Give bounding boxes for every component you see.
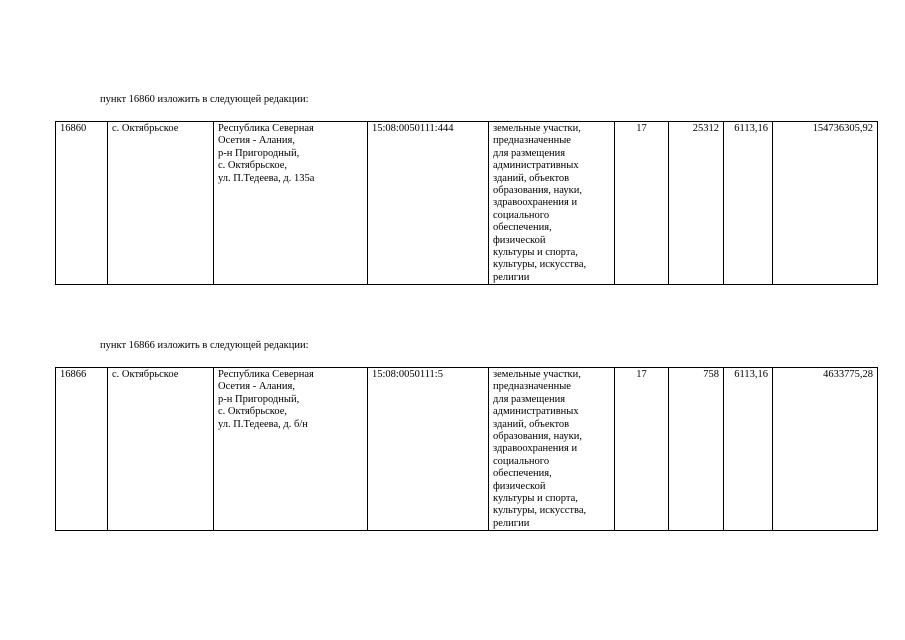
record-number: 16866: [56, 368, 108, 531]
cadastral-value: 154736305,92: [773, 122, 878, 285]
address: Республика Северная Осетия - Алания, р-н Пригородный, с. Октябрьское, ул. П.Тедеева, д. 135а: [214, 122, 368, 285]
record-number: 16860: [56, 122, 108, 285]
land-area: 25312: [669, 122, 724, 285]
registry-table-16866: [55, 367, 878, 531]
locality: с. Октябрьское: [108, 368, 214, 531]
group-number: 17: [615, 122, 669, 285]
cadastral-number: 15:08:0050111:444: [368, 122, 489, 285]
amendment-intro-16860: пункт 16860 изложить в следующей редакции:: [100, 94, 309, 105]
specific-value: 6113,16: [724, 122, 773, 285]
address: Республика Северная Осетия - Алания, р-н Пригородный, с. Октябрьское, ул. П.Тедеева, д. б/н: [214, 368, 368, 531]
locality: с. Октябрьское: [108, 122, 214, 285]
cadastral-value: 4633775,28: [773, 368, 878, 531]
group-number: 17: [615, 368, 669, 531]
table-row: [56, 368, 878, 531]
table-row: [56, 122, 878, 285]
cadastral-number: 15:08:0050111:5: [368, 368, 489, 531]
land-purpose: земельные участки, предназначенные для размещения административных зданий, объектов образования, науки, здравоохранения и социального обеспечения, физической культуры и спорта, культуры, искусства, религии: [489, 368, 615, 531]
amendment-intro-16866: пункт 16866 изложить в следующей редакции:: [100, 340, 309, 351]
specific-value: 6113,16: [724, 368, 773, 531]
registry-table-16860: [55, 121, 878, 285]
land-purpose: земельные участки, предназначенные для размещения административных зданий, объектов образования, науки, здравоохранения и социального обеспечения, физической культуры и спорта, культуры, искусства, религии: [489, 122, 615, 285]
land-area: 758: [669, 368, 724, 531]
